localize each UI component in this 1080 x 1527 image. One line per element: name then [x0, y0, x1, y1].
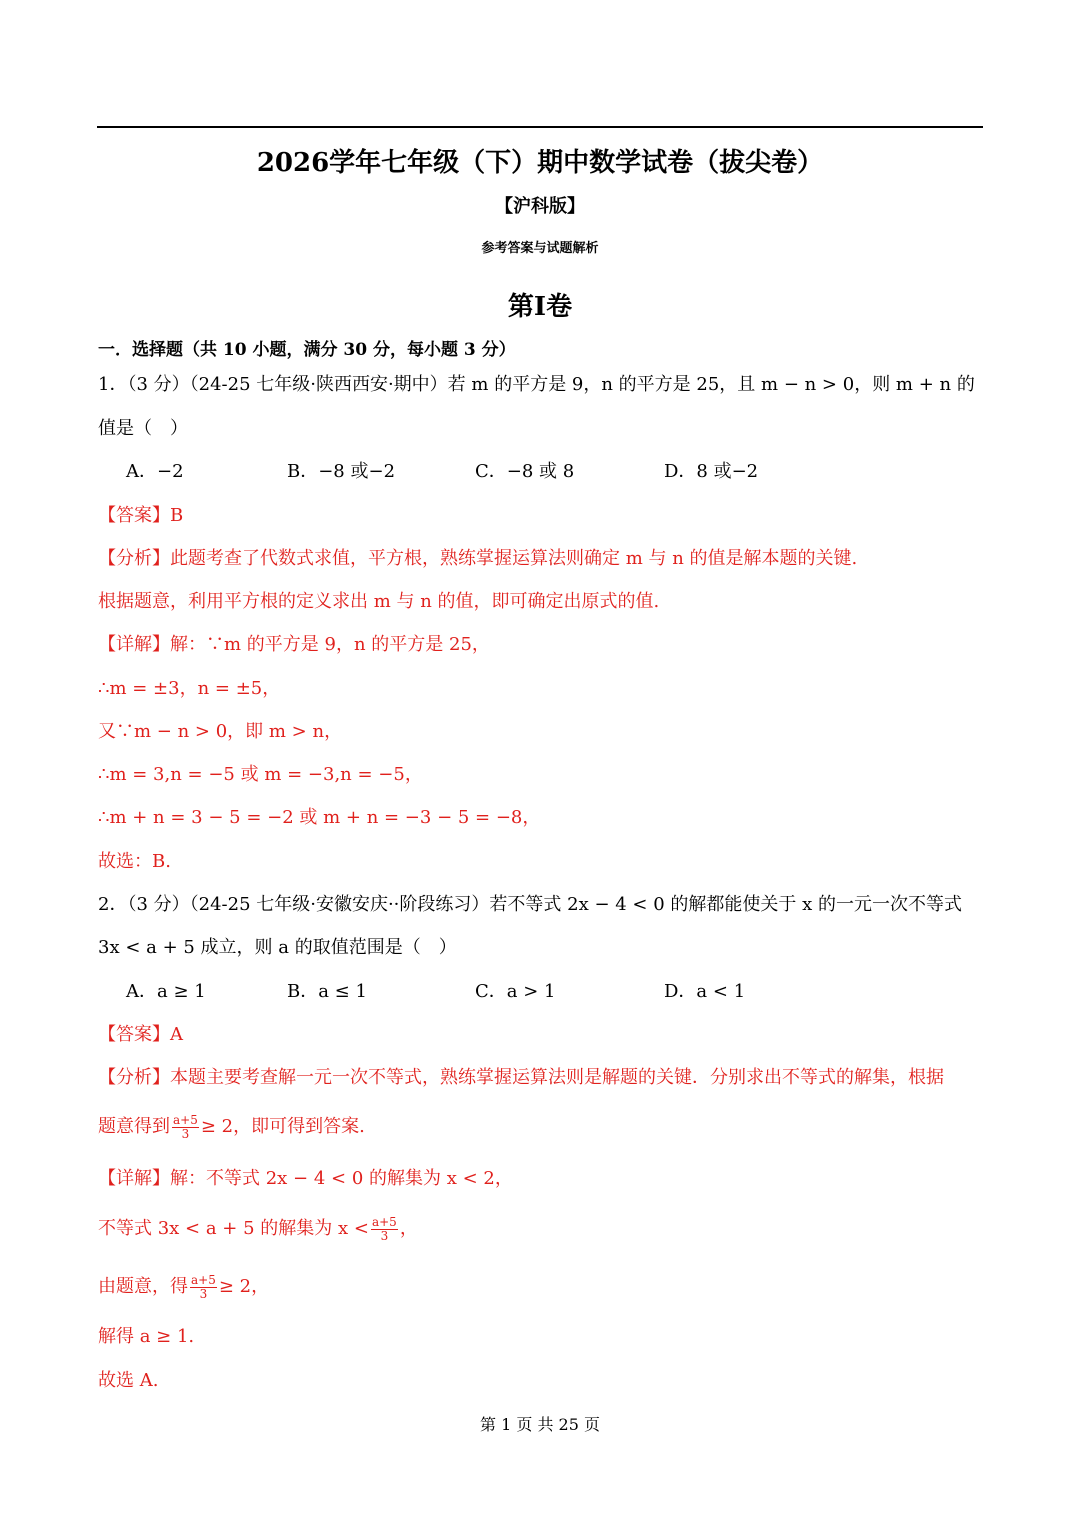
q2-option-c: C．a > 1 — [475, 981, 556, 1002]
q2-option-d: D．a < 1 — [664, 981, 746, 1002]
q1-option-c: C．−8 或 8 — [475, 461, 575, 482]
q1-option-d: D．8 或−2 — [664, 461, 759, 482]
q1-option-a: A．−2 — [126, 461, 184, 482]
q1-answer: 【答案】B — [98, 505, 184, 526]
q2-detail-line1: 【详解】解：不等式 2x − 4 < 0 的解集为 x < 2， — [98, 1168, 513, 1189]
fraction-numerator: a+5 — [173, 1112, 198, 1127]
fraction-denominator: 3 — [199, 1286, 208, 1301]
q2-detail-line2-after: ， — [399, 1218, 418, 1239]
fraction — [172, 1114, 199, 1141]
q1-option-b: B．−8 或−2 — [287, 461, 396, 482]
q2-detail-line2-before: 不等式 3x < a + 5 的解集为 x < — [98, 1218, 369, 1239]
q2-stem-line1: 2．（3 分）（24-25 七年级·安徽安庆··阶段练习）若不等式 2x − 4 < 0 的解都能使关于 x 的一元一次不等式 — [98, 894, 962, 915]
q2-analysis-line2-before: 题意得到 — [98, 1116, 170, 1137]
q1-stem-line1: 1．（3 分）（24-25 七年级·陕西西安·期中）若 m 的平方是 9，n 的平方是 25，且 m − n > 0，则 m + n 的 — [98, 374, 975, 395]
fraction-denominator: 3 — [380, 1228, 389, 1243]
fraction — [371, 1216, 398, 1243]
fraction-numerator: a+5 — [191, 1272, 216, 1287]
q1-analysis-line1: 【分析】此题考查了代数式求值，平方根，熟练掌握运算法则确定 m 与 n 的值是解本题的关键. — [98, 548, 858, 569]
page-title: 2026学年七年级（下）期中数学试卷（拔尖卷） — [256, 148, 824, 178]
q2-option-b: B．a ≤ 1 — [287, 981, 367, 1002]
q2-detail-line4: 解得 a ≥ 1. — [98, 1326, 195, 1347]
fraction — [190, 1274, 217, 1301]
q1-stem-line2: 值是（ ） — [98, 418, 188, 439]
q2-detail-line3-after: ≥ 2， — [218, 1276, 270, 1297]
q2-conclusion: 故选 A. — [98, 1370, 159, 1391]
q1-analysis-line2: 根据题意，利用平方根的定义求出 m 与 n 的值，即可确定出原式的值. — [98, 591, 660, 612]
page-footer: 第 1 页 共 25 页 — [480, 1415, 600, 1434]
q1-conclusion: 故选：B. — [98, 851, 171, 872]
section-heading: 一．选择题（共 10 小题，满分 30 分，每小题 3 分） — [98, 340, 516, 360]
q1-detail-line5: ∴m + n = 3 − 5 = −2 或 m + n = −3 − 5 = −8， — [98, 807, 541, 828]
q2-detail-line2 — [98, 1210, 418, 1248]
document-subtitle: 参考答案与试题解析 — [481, 241, 599, 256]
q2-detail-line3-before: 由题意，得 — [98, 1276, 188, 1297]
q2-option-a: A．a ≥ 1 — [126, 981, 206, 1002]
fraction-numerator: a+5 — [371, 1214, 397, 1229]
q2-analysis-line2 — [98, 1108, 365, 1146]
q2-answer: 【答案】A — [98, 1024, 183, 1045]
q1-detail-line3: 又∵m − n > 0，即 m > n， — [98, 721, 343, 742]
q1-detail-line4: ∴m = 3,n = −5 或 m = −3,n = −5， — [98, 764, 423, 785]
q1-detail-line1: 【详解】解：∵m 的平方是 9，n 的平方是 25， — [98, 634, 490, 655]
fraction-denominator: 3 — [181, 1126, 190, 1141]
edition-label: 【沪科版】 — [495, 196, 585, 217]
q2-analysis-line1: 【分析】本题主要考查解一元一次不等式，熟练掌握运算法则是解题的关键．分别求出不等式的解集，根据 — [98, 1067, 944, 1088]
q2-detail-line3 — [98, 1268, 269, 1306]
header-rule — [97, 126, 983, 128]
q1-detail-line2: ∴m = ±3，n = ±5， — [98, 678, 281, 699]
q2-analysis-line2-after: ≥ 2，即可得到答案. — [200, 1116, 365, 1137]
volume-heading: 第Ⅰ卷 — [507, 292, 573, 322]
q2-stem-line2: 3x < a + 5 成立，则 a 的取值范围是（ ） — [98, 937, 457, 958]
